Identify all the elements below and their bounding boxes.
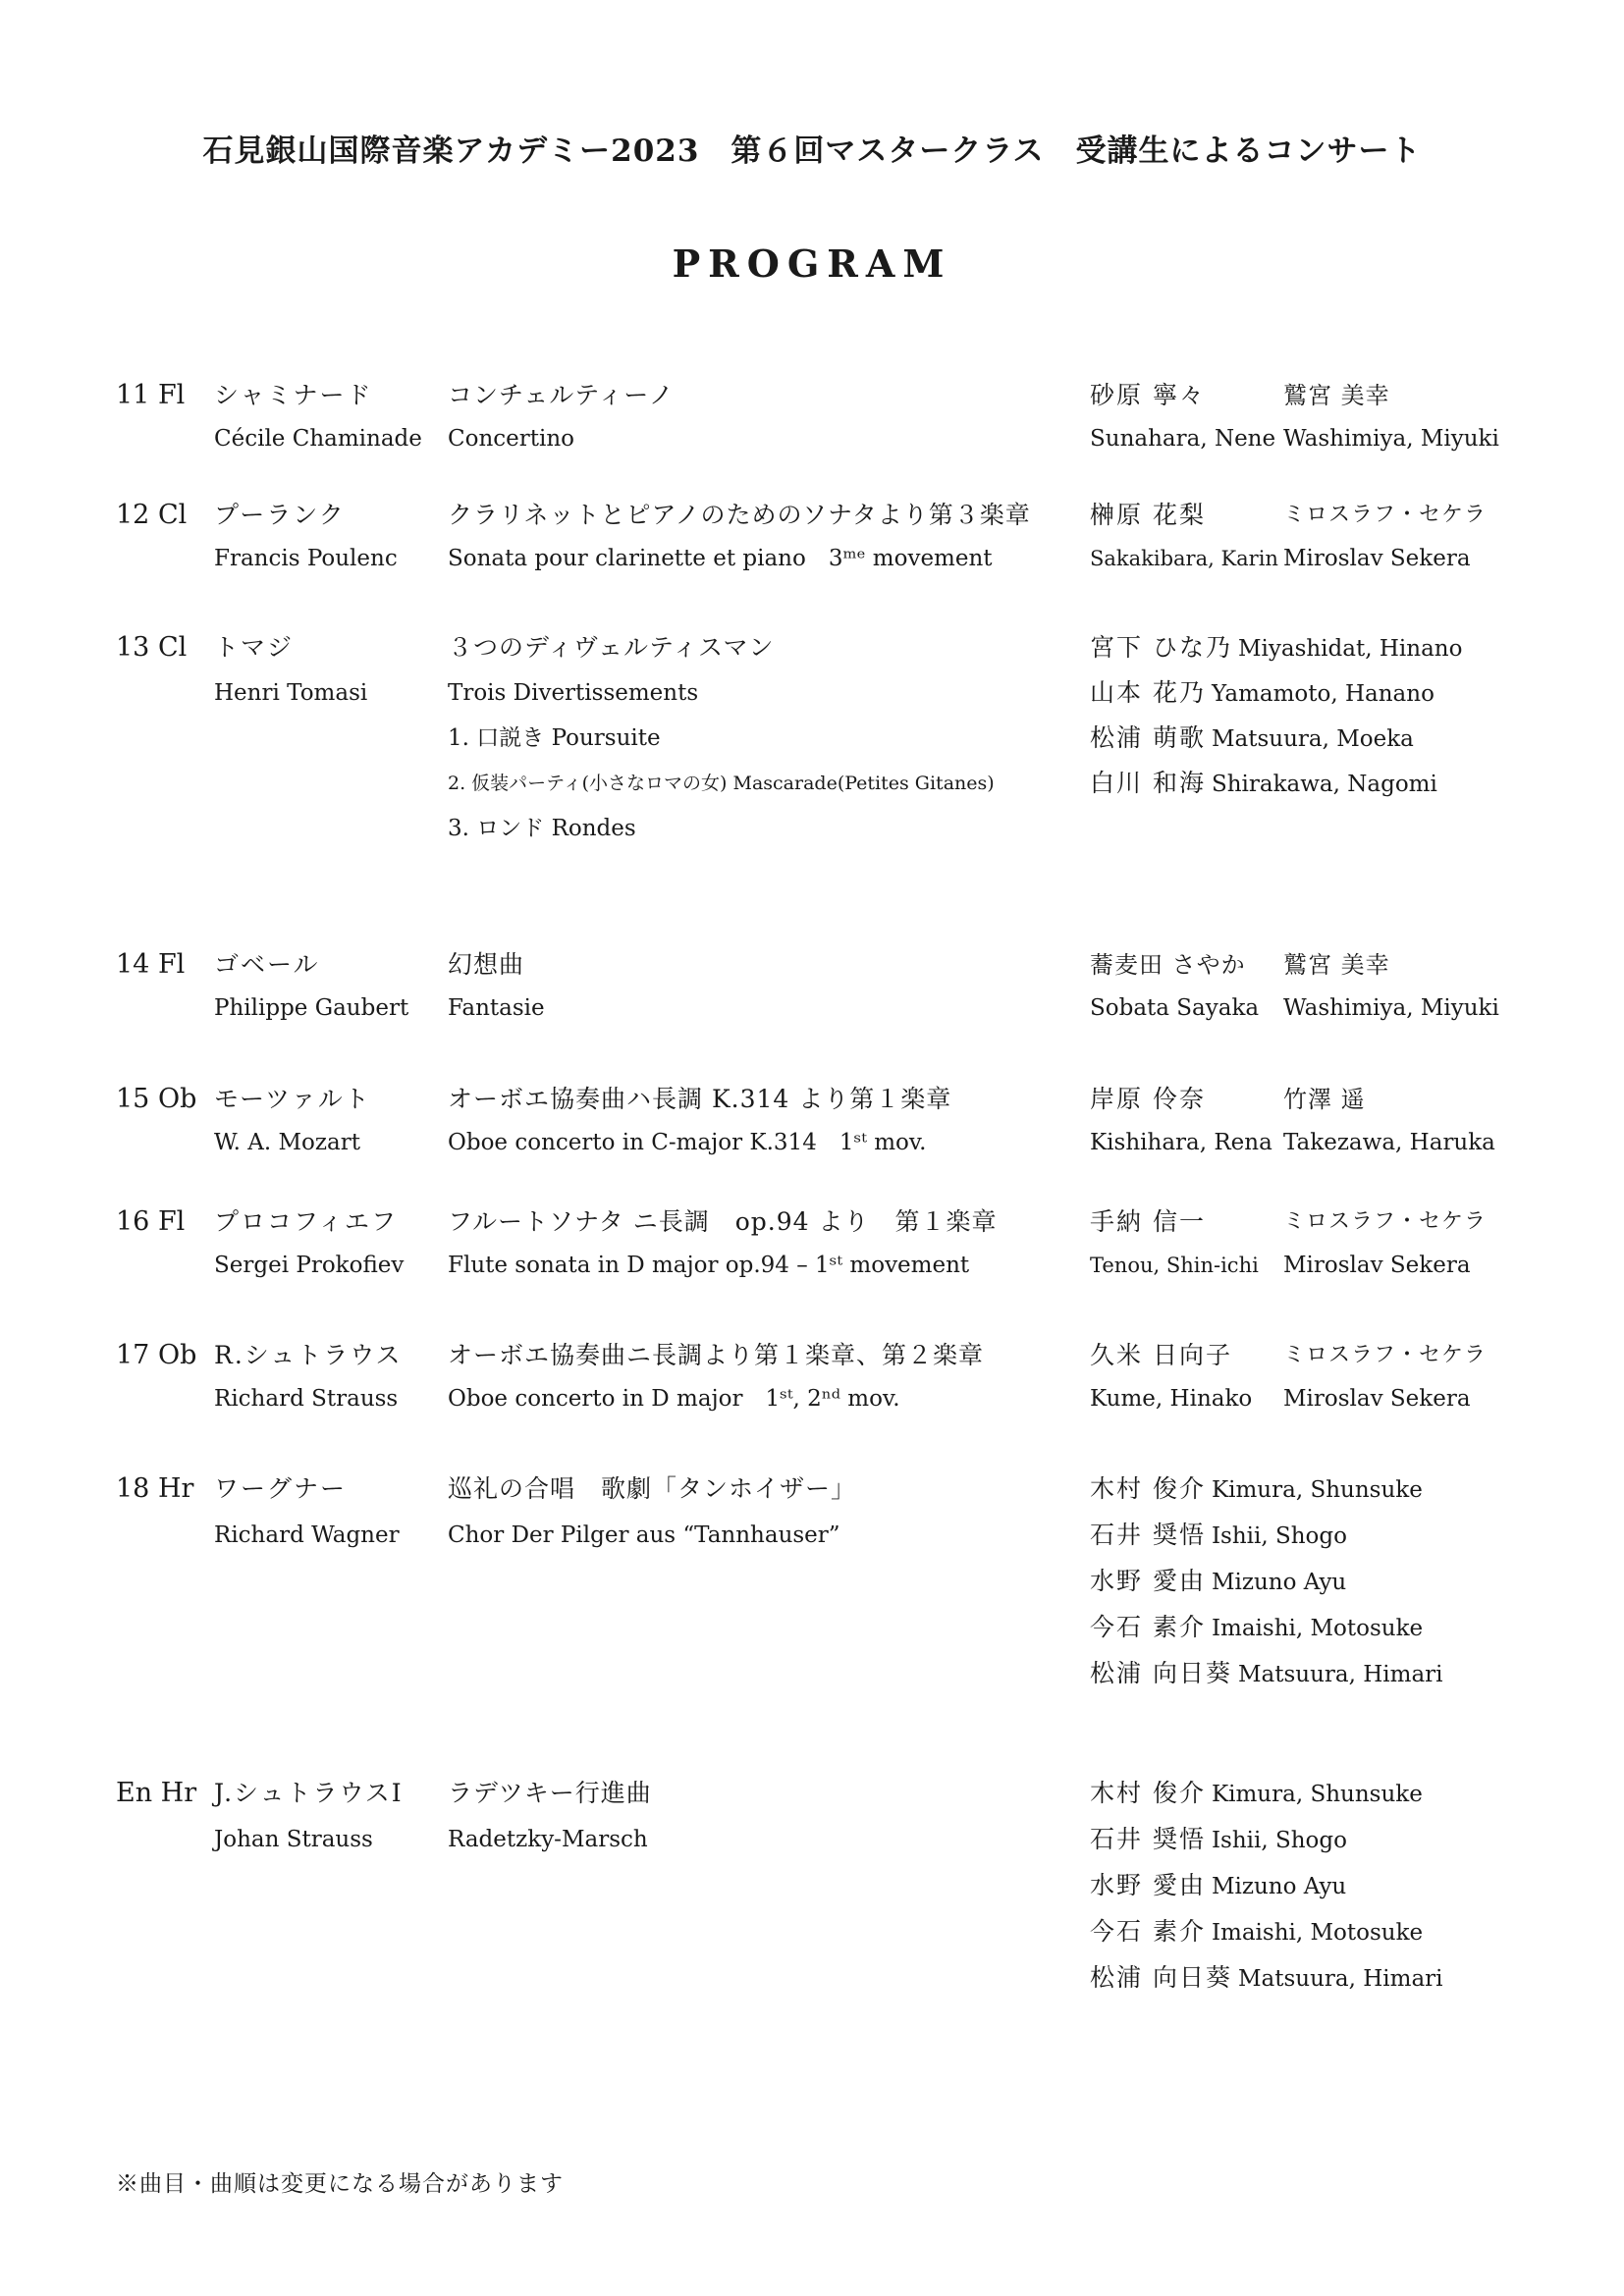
performer-row	[1090, 769, 1437, 799]
pianist-jp: 鷲宮 美幸	[1283, 382, 1390, 409]
entry-number: 17 Ob	[116, 1340, 197, 1370]
title-en: Fantasie	[448, 995, 545, 1021]
performer-en: Yamamoto, Hanano	[1211, 681, 1435, 707]
title-jp: オーボエ協奏曲ハ長調 K.314 より第１楽章	[448, 1085, 952, 1113]
performer-en: Ishii, Shogo	[1211, 1828, 1347, 1853]
performer-jp: 砂原 寧々	[1090, 381, 1206, 409]
entry-number: 13 Cl	[116, 632, 188, 663]
pianist-en: Miroslav Sekera	[1283, 1253, 1471, 1278]
performer-jp: 松浦 向日葵	[1090, 1963, 1232, 1992]
composer-en: Richard Wagner	[214, 1522, 400, 1548]
performer-jp: 蕎麦田 さやか	[1090, 951, 1246, 979]
performer-jp: 山本 花乃	[1090, 678, 1206, 707]
entry-number: 16 Fl	[116, 1206, 186, 1237]
performer-jp: 水野 愛由	[1090, 1871, 1206, 1899]
composer-jp: シャミナード	[214, 381, 373, 409]
performer-row	[1090, 723, 1414, 754]
performer-row	[1090, 633, 1462, 664]
pianist-en: Washimiya, Miyuki	[1283, 426, 1499, 452]
performer-row	[1090, 1659, 1443, 1689]
performer-jp: 水野 愛由	[1090, 1567, 1206, 1595]
composer-en: Richard Strauss	[214, 1386, 399, 1412]
title-jp: コンチェルティーノ	[448, 381, 675, 409]
composer-en: Cécile Chaminade	[214, 426, 422, 452]
performer-jp: 今石 素介	[1090, 1917, 1206, 1946]
performer-jp: 白川 和海	[1090, 769, 1206, 797]
composer-jp: ゴベール	[214, 950, 320, 979]
composer-jp: ワーグナー	[214, 1474, 348, 1503]
performer-en: Mizuno Ayu	[1211, 1874, 1347, 1899]
composer-jp: R.シュトラウス	[214, 1341, 403, 1369]
performer-row	[1090, 1917, 1423, 1948]
performer-en: Kimura, Shunsuke	[1211, 1782, 1423, 1807]
performer-en: Miyashidat, Hinano	[1237, 636, 1463, 662]
performer-en: Sobata Sayaka	[1090, 995, 1260, 1021]
pianist-jp: ミロスラフ・セケラ	[1283, 1209, 1488, 1234]
pianist-en: Washimiya, Miyuki	[1283, 995, 1499, 1021]
performer-row	[1090, 678, 1435, 709]
performer-en: Imaishi, Motosuke	[1211, 1920, 1424, 1946]
composer-en: W. A. Mozart	[214, 1130, 360, 1155]
title-jp: ３つのディヴェルティスマン	[448, 633, 775, 662]
performer-en: Sakakibara, Karin	[1090, 547, 1278, 570]
pianist-jp: 鷲宮 美幸	[1283, 951, 1390, 979]
performer-jp: 木村 俊介	[1090, 1779, 1206, 1807]
performer-row	[1090, 1567, 1346, 1597]
entry-number: En Hr	[116, 1778, 197, 1808]
performer-jp: 久米 日向子	[1090, 1341, 1232, 1369]
title-en: Concertino	[448, 426, 575, 452]
concert-title: 石見銀山国際音楽アカデミー2023 第６回マスタークラス 受講生によるコンサート	[202, 133, 1422, 169]
footnote: ※曲目・曲順は変更になる場合があります	[116, 2171, 564, 2197]
composer-en: Francis Poulenc	[214, 546, 398, 571]
performer-row	[1090, 1825, 1347, 1855]
title-jp: 幻想曲	[448, 950, 525, 979]
composer-en: Sergei Prokofiev	[214, 1253, 405, 1278]
pianist-en: Miroslav Sekera	[1283, 546, 1471, 571]
title-jp: フルートソナタ ニ長調 op.94 より 第１楽章	[448, 1207, 998, 1236]
performer-en: Kimura, Shunsuke	[1211, 1477, 1423, 1503]
performer-en: Imaishi, Motosuke	[1211, 1616, 1424, 1641]
title-en: Trois Divertissements	[448, 680, 699, 706]
entry-number: 18 Hr	[116, 1473, 194, 1504]
performer-en: Shirakawa, Nagomi	[1211, 772, 1437, 797]
performer-jp: 今石 素介	[1090, 1613, 1206, 1641]
composer-jp: モーツァルト	[214, 1085, 371, 1113]
pianist-jp: ミロスラフ・セケラ	[1283, 1343, 1488, 1367]
performer-row	[1090, 1871, 1346, 1901]
movement-item: 2. 仮装パーティ(小さなロマの女) Mascarade(Petites Gitanes)	[448, 773, 995, 794]
pianist-en: Takezawa, Haruka	[1283, 1130, 1495, 1155]
performer-row	[1090, 1521, 1347, 1551]
entry-number: 11 Fl	[116, 380, 186, 410]
title-en: Oboe concerto in C-major K.314 1ˢᵗ mov.	[448, 1130, 927, 1155]
program-heading: PROGRAM	[672, 241, 952, 286]
performer-jp: 榊原 花梨	[1090, 501, 1206, 529]
composer-jp: プーランク	[214, 501, 346, 529]
title-jp: オーボエ協奏曲ニ長調より第１楽章、第２楽章	[448, 1341, 985, 1369]
performer-row	[1090, 1613, 1423, 1643]
composer-en: Johan Strauss	[214, 1827, 373, 1852]
composer-jp: プロコフィエフ	[214, 1207, 399, 1236]
performer-en: Kishihara, Rena	[1090, 1130, 1272, 1155]
performer-en: Tenou, Shin-ichi	[1090, 1254, 1259, 1277]
performer-en: Matsuura, Himari	[1237, 1662, 1443, 1687]
title-en: Radetzky-Marsch	[448, 1827, 648, 1852]
performer-jp: 木村 俊介	[1090, 1474, 1206, 1503]
performer-jp: 手納 信一	[1090, 1207, 1206, 1236]
pianist-jp: ミロスラフ・セケラ	[1283, 503, 1488, 527]
performer-jp: 松浦 向日葵	[1090, 1659, 1232, 1687]
title-en: Sonata pour clarinette et piano 3ᵐᵉ movement	[448, 546, 993, 571]
title-jp: ラデツキー行進曲	[448, 1779, 652, 1807]
entry-number: 12 Cl	[116, 500, 188, 530]
performer-en: Matsuura, Moeka	[1211, 726, 1414, 752]
movement-item: 1. 口説き Poursuite	[448, 725, 661, 751]
performer-en: Sunahara, Nene	[1090, 426, 1276, 452]
performer-row	[1090, 1779, 1423, 1809]
pianist-en: Miroslav Sekera	[1283, 1386, 1471, 1412]
composer-jp: トマジ	[214, 633, 295, 662]
composer-en: Henri Tomasi	[214, 680, 368, 706]
pianist-jp: 竹澤 遥	[1283, 1086, 1366, 1113]
performer-jp: 松浦 萌歌	[1090, 723, 1206, 752]
performer-jp: 岸原 伶奈	[1090, 1085, 1206, 1113]
title-jp: クラリネットとピアノのためのソナタより第３楽章	[448, 501, 1031, 529]
performer-en: Matsuura, Himari	[1237, 1966, 1443, 1992]
title-en: Flute sonata in D major op.94 – 1ˢᵗ movement	[448, 1253, 970, 1278]
performer-jp: 石井 奨悟	[1090, 1521, 1206, 1549]
performer-en: Ishii, Shogo	[1211, 1523, 1347, 1549]
performer-en: Kume, Hinako	[1090, 1386, 1253, 1412]
composer-jp: J.シュトラウスⅠ	[214, 1779, 404, 1807]
performer-row	[1090, 1474, 1423, 1505]
title-en: Chor Der Pilger aus “Tannhauser”	[448, 1522, 840, 1548]
performer-en: Mizuno Ayu	[1211, 1570, 1347, 1595]
title-jp: 巡礼の合唱 歌劇「タンホイザー」	[448, 1474, 857, 1503]
performer-jp: 石井 奨悟	[1090, 1825, 1206, 1853]
composer-en: Philippe Gaubert	[214, 995, 409, 1021]
title-en: Oboe concerto in D major 1ˢᵗ, 2ⁿᵈ mov.	[448, 1386, 900, 1412]
movement-item: 3. ロンド Rondes	[448, 816, 636, 841]
entry-number: 15 Ob	[116, 1084, 197, 1114]
entry-number: 14 Fl	[116, 949, 186, 980]
performer-row	[1090, 1963, 1443, 1994]
performer-jp: 宮下 ひな乃	[1090, 633, 1232, 662]
